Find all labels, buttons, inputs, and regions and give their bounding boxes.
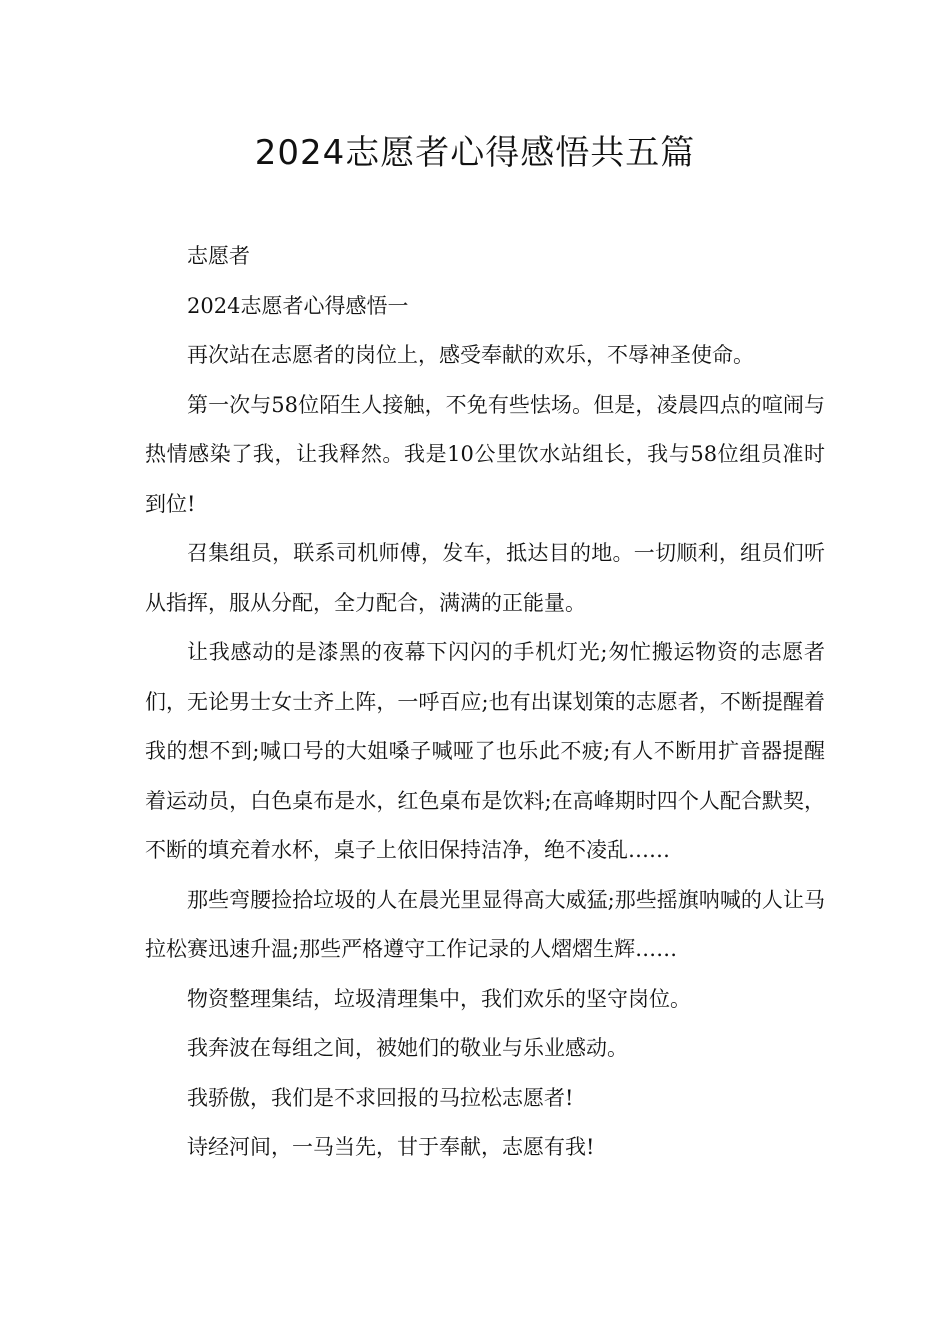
paragraph-heading: 志愿者 xyxy=(187,244,250,268)
paragraph: 第一次与58位陌生人接触，不免有些怯场。但是，凌晨四点的喧闹与热情感染了我，让我释然。我是10公里饮水站组长，我与58位组员准时到位! xyxy=(145,392,825,516)
paragraph: 诗经河间，一马当先，甘于奉献，志愿有我! xyxy=(187,1135,595,1159)
document-body xyxy=(145,232,825,1173)
paragraph: 召集组员，联系司机师傅，发车，抵达目的地。一切顺利，组员们听从指挥，服从分配，全力配合，满满的正能量。 xyxy=(145,541,825,615)
paragraph: 让我感动的是漆黑的夜幕下闪闪的手机灯光;匆忙搬运物资的志愿者们，无论男士女士齐上阵，一呼百应;也有出谋划策的志愿者，不断提醒着我的想不到;喊口号的大姐嗓子喊哑了也乐此不疲;有人不断用扩音器提醒着运动员，白色桌布是水，红色桌布是饮料;在高峰期时四个人配合默契，不断的填充着水杯，桌子上依旧保持洁净，绝不凌乱…… xyxy=(145,640,825,862)
paragraph: 那些弯腰捡拾垃圾的人在晨光里显得高大威猛;那些摇旗呐喊的人让马拉松赛迅速升温;那些严格遵守工作记录的人熠熠生辉…… xyxy=(145,887,825,961)
paragraph: 我骄傲，我们是不求回报的马拉松志愿者! xyxy=(187,1085,574,1110)
paragraph: 我奔波在每组之间，被她们的敬业与乐业感动。 xyxy=(187,1036,628,1060)
paragraph: 再次站在志愿者的岗位上，感受奉献的欢乐，不辱神圣使命。 xyxy=(187,343,754,367)
document-title: 2024志愿者心得感悟共五篇 xyxy=(254,133,696,173)
paragraph-subtitle: 2024志愿者心得感悟一 xyxy=(187,293,409,318)
paragraph: 物资整理集结，垃圾清理集中，我们欢乐的坚守岗位。 xyxy=(187,986,691,1011)
